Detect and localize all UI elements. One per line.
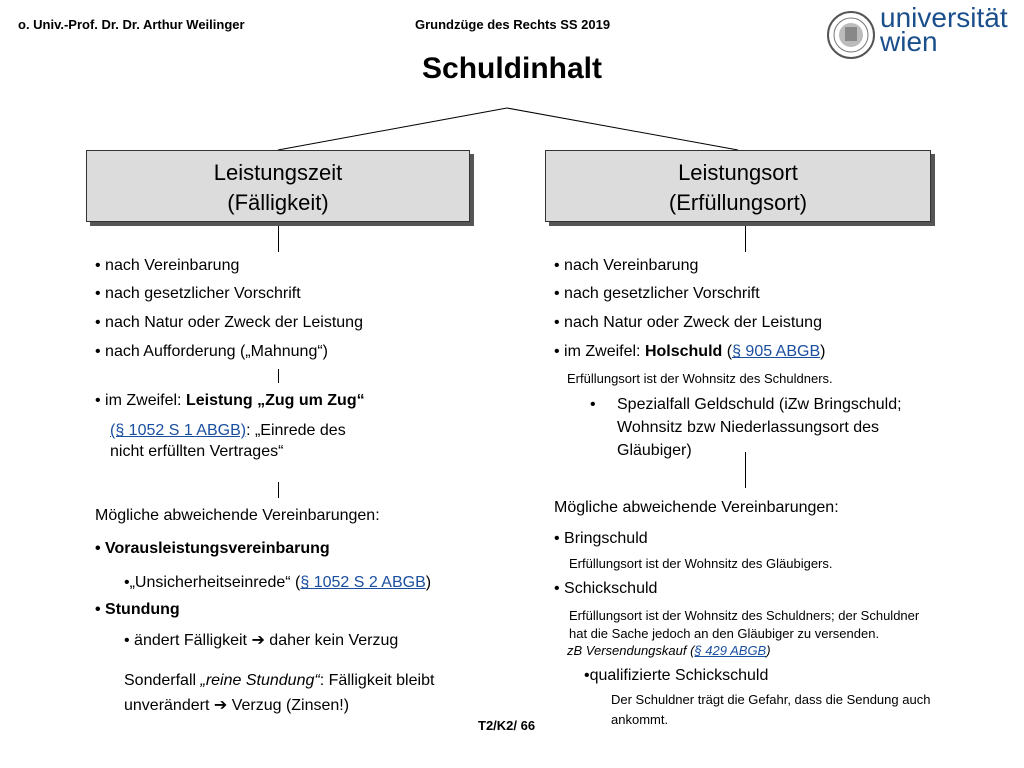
logo-line-1: universität (880, 2, 1008, 33)
page-number: T2/K2/ 66 (478, 718, 536, 733)
abgb-1052-s2-link[interactable]: § 1052 S 2 ABGB (300, 574, 426, 591)
schickschuld: • Schickschuld (554, 580, 658, 597)
abgb-1052-s1-link[interactable]: (§ 1052 S 1 ABGB) (110, 422, 247, 439)
spezial-bullet: • (590, 396, 596, 413)
versendungskauf (567, 643, 771, 658)
left-connector-2 (278, 369, 279, 383)
logo-line-2: wien (880, 26, 938, 57)
quali-note-1: Der Schuldner trägt die Gefahr, dass die Sendung auch (611, 692, 931, 707)
left-doubt-bold: Leistung „Zug um Zug“ (185, 392, 365, 409)
unsicher-suffix: ) (425, 574, 432, 591)
schickschuld-note-2: hat die Sache jedoch an den Gläubiger zu versenden. (569, 626, 880, 641)
author-name: o. Univ.-Prof. Dr. Dr. Arthur Weilinger (18, 17, 245, 32)
erfuellungsort-label: (Erfüllungsort) (668, 190, 808, 215)
left-moegliche: Mögliche abweichende Vereinbarungen: (95, 507, 380, 524)
spezial-line1: Spezialfall Geldschuld (iZw Bringschuld; (617, 396, 902, 413)
right-bullet-3: • nach Natur oder Zweck der Leistung (554, 314, 822, 331)
left-ref-line2: nicht erfüllten Vertrages“ (110, 443, 284, 460)
sonderfall (124, 672, 434, 690)
leistungsort-label: Leistungsort (678, 160, 798, 185)
leistungszeit-box (86, 150, 470, 222)
right-connector-2 (745, 452, 746, 488)
leistungszeit-label: Leistungszeit (213, 160, 343, 185)
spezial-line3: Gläubiger) (617, 442, 692, 459)
page-title: Schuldinhalt (422, 52, 602, 85)
right-bullet-1: • nach Vereinbarung (554, 257, 699, 274)
right-doubt-open: ( (722, 343, 733, 360)
abgb-429-link[interactable]: § 429 ABGB (694, 643, 767, 658)
stundung: • Stundung (95, 601, 180, 618)
right-doubt (554, 343, 825, 361)
faelligkeit-label: (Fälligkeit) (227, 190, 329, 215)
left-bullet-1: • nach Vereinbarung (95, 257, 240, 274)
right-doubt-close: ) (820, 343, 826, 360)
left-doubt-prefix: • im Zweifel: (95, 392, 186, 409)
left-doubt (95, 392, 365, 410)
bringschuld: • Bringschuld (554, 530, 648, 547)
versend-suffix: ) (766, 643, 771, 658)
right-connector (745, 226, 746, 252)
vorausleistung: • Vorausleistungsvereinbarung (95, 540, 330, 557)
course-title: Grundzüge des Rechts SS 2019 (415, 17, 611, 32)
bringschuld-note: Erfüllungsort ist der Wohnsitz des Gläubigers. (569, 556, 833, 571)
left-ref-rest: : „Einrede des (246, 422, 346, 439)
right-bullet-2: • nach gesetzlicher Vorschrift (554, 285, 760, 302)
leistungsort-box (545, 150, 931, 222)
abgb-905-link[interactable]: § 905 ABGB (732, 343, 821, 360)
schickschuld-note-1: Erfüllungsort ist der Wohnsitz des Schuldners; der Schuldner (569, 608, 920, 623)
qualifizierte-schickschuld: •qualifizierte Schickschuld (584, 667, 769, 684)
left-ref (110, 422, 346, 440)
spezial-line2: Wohnsitz bzw Niederlassungsort des (617, 419, 880, 436)
left-connector-3 (278, 482, 279, 498)
sonder-italic: „reine Stundung“ (200, 672, 320, 689)
versend-prefix: zB Versendungskauf ( (567, 643, 695, 658)
left-connector (278, 226, 279, 252)
left-bullet-4: • nach Aufforderung („Mahnung“) (95, 343, 328, 360)
sonder-prefix: Sonderfall (124, 672, 201, 689)
left-bullet-3: • nach Natur oder Zweck der Leistung (95, 314, 363, 331)
quali-note-2: ankommt. (611, 712, 669, 727)
unsicherheitseinrede (124, 574, 431, 592)
right-doubt-bold: Holschuld (644, 343, 723, 360)
sonder-rest: : Fälligkeit bleibt (319, 672, 435, 689)
left-bullet-2: • nach gesetzlicher Vorschrift (95, 285, 301, 302)
unsicher-prefix: •„Unsicherheitseinrede“ ( (124, 574, 301, 591)
aendert-faelligkeit: • ändert Fälligkeit ➔ daher kein Verzug (124, 632, 399, 649)
sonderfall-line2: unverändert ➔ Verzug (Zinsen!) (124, 697, 350, 714)
right-erf-note: Erfüllungsort ist der Wohnsitz des Schuldners. (567, 371, 833, 386)
right-moegliche: Mögliche abweichende Vereinbarungen: (554, 499, 839, 516)
right-doubt-prefix: • im Zweifel: (554, 343, 645, 360)
